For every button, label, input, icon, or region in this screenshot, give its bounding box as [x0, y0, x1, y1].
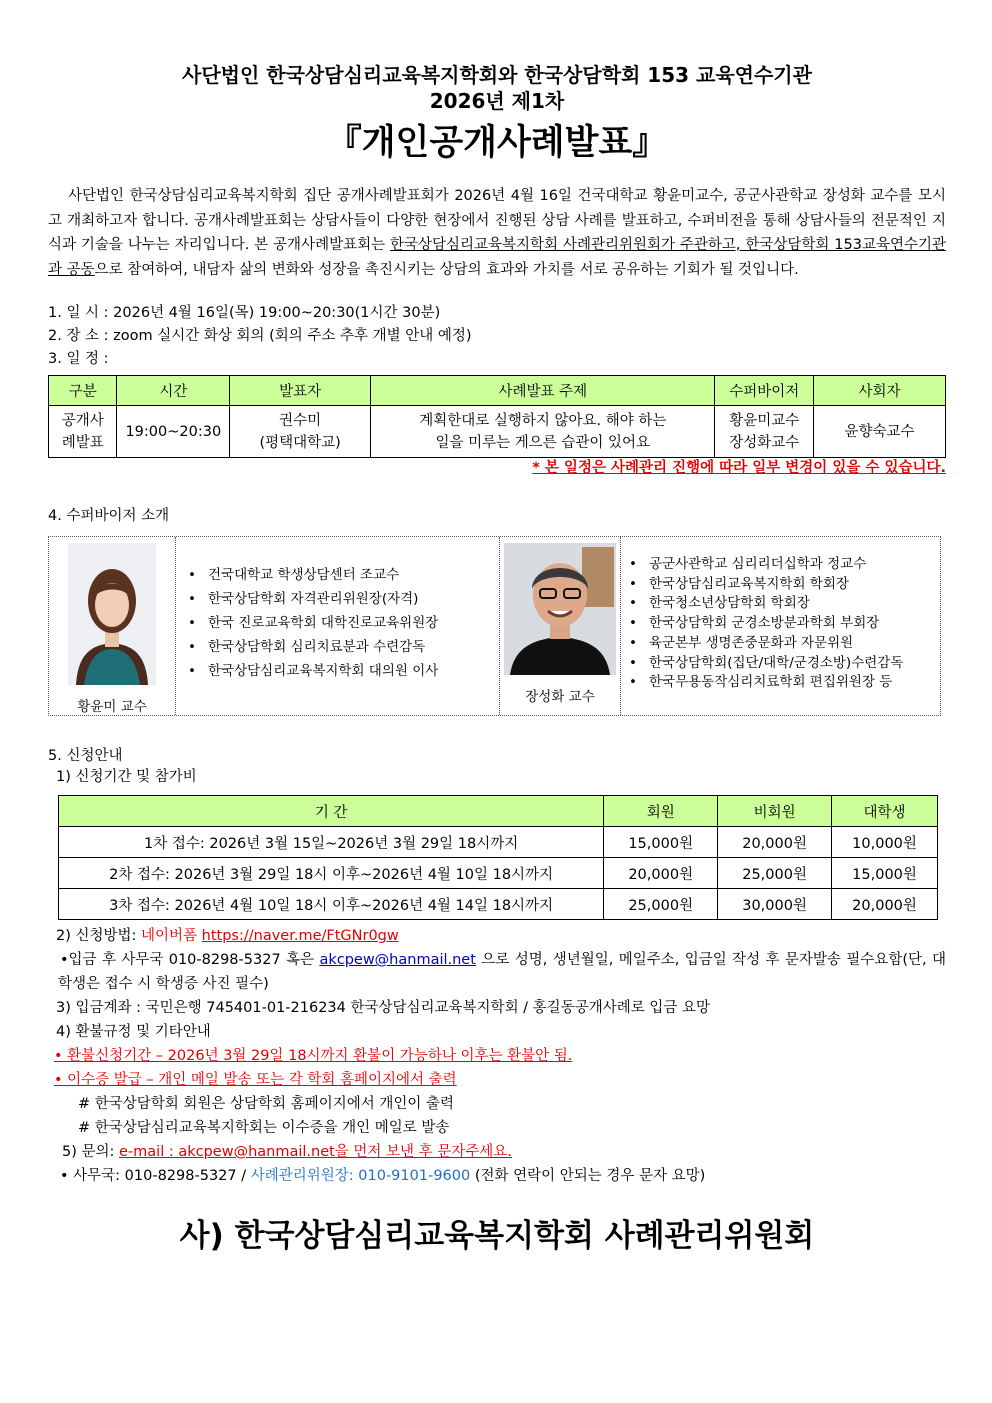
supervisor-left-photo — [68, 543, 156, 685]
list-item: • 육군본부 생명존중문화과 자문위원 — [629, 634, 940, 654]
footer-organization: 사) 한국상담심리교육복지학회 사례관리위원회 — [179, 1218, 815, 1254]
fee-header-cell: 회원 — [604, 796, 718, 827]
supervisor-section-title: 4. 수퍼바이저 소개 — [48, 508, 170, 524]
fee-header-row — [59, 796, 938, 827]
office-contact: • 사무국: 010-8298-5327 / 사례관리위원장: 010-9101-9600 (전화 연락이 안되는 경우 문자 요망) — [60, 1168, 706, 1184]
apply-method: 2) 신청방법: 네이버폼 https://naver.me/FtGNr0gw — [56, 928, 399, 944]
fee-member-cell: 20,000원 — [604, 858, 718, 889]
fee-nonmember-cell: 20,000원 — [718, 827, 832, 858]
fee-header-cell: 비회원 — [718, 796, 832, 827]
fee-table — [58, 795, 938, 920]
schedule-header-cell: 발표자 — [230, 376, 371, 406]
list-item: • 공군사관학교 심리리더십학과 정교수 — [629, 555, 940, 575]
list-item: • 한국상담학회 자격관리위원장(자격) — [188, 587, 499, 611]
fee-student-cell: 20,000원 — [832, 889, 938, 920]
schedule-header-cell: 사례발표 주제 — [371, 376, 715, 406]
schedule-presenter-cell: 권수미 (평택대학교) — [230, 406, 371, 458]
supervisor-right-photo-cell — [499, 537, 621, 715]
schedule-header-cell: 구분 — [49, 376, 117, 406]
list-item: • 한국 진로교육학회 대학진로교육위원장 — [188, 611, 499, 635]
schedule-host-cell: 윤향숙교수 — [814, 406, 946, 458]
fee-member-cell: 15,000원 — [604, 827, 718, 858]
schedule-supervisor-cell: 황윤미교수 장성화교수 — [715, 406, 814, 458]
fee-header-cell: 대학생 — [832, 796, 938, 827]
naver-form-link[interactable]: https://naver.me/FtGNr0gw — [201, 928, 399, 944]
certificate-issue: • 이수증 발급 – 개인 메일 발송 또는 각 학회 홈페이지에서 출력 — [54, 1072, 457, 1088]
list-item: • 한국상담학회(집단/대학/군경소방)수련감독 — [629, 654, 940, 674]
supervisor-left-list — [176, 537, 500, 715]
table-row — [59, 858, 938, 889]
event-info — [48, 302, 946, 371]
event-date: 1. 일 시 : 2026년 4월 16일(목) 19:00~20:30(1시간 30분) — [48, 305, 441, 321]
schedule-note: * 본 일정은 사례관리 진행에 따라 일부 변경이 있을 수 있습니다. — [532, 460, 946, 476]
schedule-row — [49, 406, 946, 458]
fee-nonmember-cell: 30,000원 — [718, 889, 832, 920]
schedule-header-cell: 수퍼바이저 — [715, 376, 814, 406]
schedule-table — [48, 375, 946, 458]
list-item: • 한국상담심리교육복지학회 학회장 — [629, 575, 940, 595]
schedule-type-cell: 공개사 례발표 — [49, 406, 117, 458]
list-item: • 한국상담학회 군경소방분과학회 부회장 — [629, 614, 940, 634]
contact-email[interactable]: e-mail : akcpew@hanmail.net을 먼저 보낸 후 문자주세요. — [119, 1144, 512, 1160]
schedule-header-cell: 사회자 — [814, 376, 946, 406]
table-row — [59, 827, 938, 858]
supervisor-left-name: 황윤미 교수 — [77, 699, 147, 715]
fee-student-cell: 15,000원 — [832, 858, 938, 889]
schedule-header-row — [49, 376, 946, 406]
header-line1: 사단법인 한국상담심리교육복지학회와 한국상담학회 153 교육연수기관 — [182, 63, 812, 87]
email-link[interactable]: akcpew@hanmail.net — [319, 952, 476, 968]
fee-header-cell: 기 간 — [59, 796, 604, 827]
list-item: • 한국상담심리교육복지학회 대의원 이사 — [188, 659, 499, 683]
schedule-time-cell: 19:00~20:30 — [117, 406, 230, 458]
fee-period-cell: 1차 접수: 2026년 3월 15일~2026년 3월 29일 18시까지 — [59, 827, 604, 858]
event-schedule-label: 3. 일 정 : — [48, 351, 109, 367]
supervisor-left-photo-cell — [49, 537, 176, 715]
schedule-header-cell: 시간 — [117, 376, 230, 406]
fee-period-cell: 2차 접수: 2026년 3월 29일 18시 이후~2026년 4월 10일 18시까지 — [59, 858, 604, 889]
certificate-note-2: # 한국상담심리교육복지학회는 이수증을 개인 메일로 발송 — [78, 1120, 450, 1136]
apply-section-title: 5. 신청안내 — [48, 748, 123, 764]
page-title: 『개인공개사례발표』 — [326, 123, 668, 163]
bank-account: 3) 입금계좌 : 국민은행 745401-01-216234 한국상담심리교육복지학회 / 홍길동공개사례로 입금 요망 — [56, 1000, 710, 1016]
supervisor-box — [48, 536, 941, 716]
list-item: • 한국상담학회 심리치료분과 수련감독 — [188, 635, 499, 659]
document-page — [48, 62, 946, 1255]
certificate-note-1: # 한국상담학회 회원은 상담학회 홈페이지에서 개인이 출력 — [78, 1096, 454, 1112]
supervisor-right-list — [621, 537, 940, 715]
intro-paragraph: 사단법인 한국상담심리교육복지학회 집단 공개사례발표회가 2026년 4월 16일 건국대학교 황윤미교수, 공군사관학교 장성화 교수를 모시고 개최하고자 합니다. 공개사례발표회는 상담사들이 다양한 현장에서 진행된 상담 사례를 발표하고, 수퍼비전을 통해 상담사들의 전문적인 지식과 기술을 나누는 자리입니다. 본 공개사례발표회는 한국상담심리교육복지학회 사례관리위원회가 주관하고, 한국상담학회 153교육연수기관과 공동으로 참여하여, 내담자 삶의 변화와 성장을 촉진시키는 상담의 효과와 가치를 서로 공유하는 기회가 될 것입니다. — [48, 188, 946, 278]
header-line2: 2026년 제1차 — [429, 89, 565, 113]
table-row — [59, 889, 938, 920]
fee-student-cell: 10,000원 — [832, 827, 938, 858]
fee-member-cell: 25,000원 — [604, 889, 718, 920]
schedule-topic-cell: 계획한대로 실행하지 않아요. 해야 하는 일을 미루는 게으른 습관이 있어요 — [371, 406, 715, 458]
list-item: • 한국청소년상담학회 학회장 — [629, 594, 940, 614]
deposit-instructions: •입금 후 사무국 010-8298-5327 혹은 akcpew@hanmail.net 으로 성명, 생년월일, 메일주소, 입금일 작성 후 문자발송 필수요함(단, 대학생은 접수 시 학생증 사진 필수) — [58, 952, 946, 992]
refund-title: 4) 환불규정 및 기타안내 — [56, 1024, 211, 1040]
fee-nonmember-cell: 25,000원 — [718, 858, 832, 889]
supervisor-right-photo — [504, 543, 616, 675]
list-item: • 건국대학교 학생상담센터 조교수 — [188, 563, 499, 587]
supervisor-right-name: 장성화 교수 — [525, 689, 595, 705]
event-place: 2. 장 소 : zoom 실시간 화상 회의 (회의 주소 추후 개별 안내 예정) — [48, 328, 472, 344]
apply-fee-subtitle: 1) 신청기간 및 참가비 — [56, 769, 197, 785]
fee-period-cell: 3차 접수: 2026년 4월 10일 18시 이후~2026년 4월 14일 18시까지 — [59, 889, 604, 920]
list-item: • 한국무용동작심리치료학회 편집위원장 등 — [629, 673, 940, 693]
refund-period: • 환불신청기간 – 2026년 3월 29일 18시까지 환불이 가능하나 이후는 환불안 됨. — [54, 1048, 573, 1064]
contact-line: 5) 문의: e-mail : akcpew@hanmail.net을 먼저 보낸 후 문자주세요. — [62, 1144, 512, 1160]
